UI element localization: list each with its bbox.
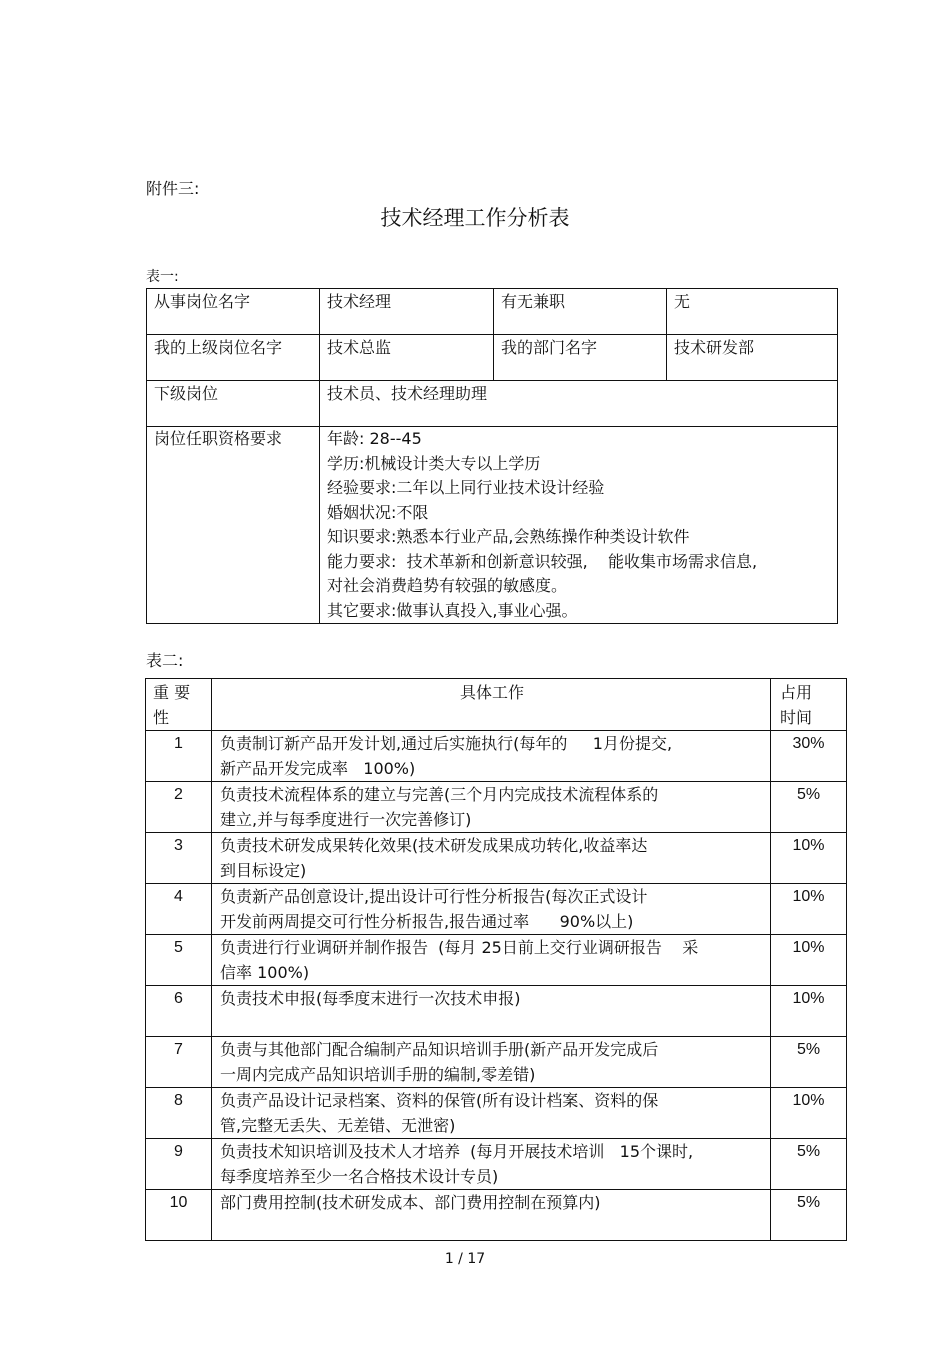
duty-description: 负责新产品创意设计,提出设计可行性分析报告(每次正式设计 开发前两周提交可行性分析报告,报告通过率 90%以上)	[212, 884, 771, 935]
duty-number: 9	[146, 1139, 212, 1190]
duty-description: 负责技术流程体系的建立与完善(三个月内完成技术流程体系的 建立,并与每季度进行一次完善修订)	[212, 782, 771, 833]
table-row	[146, 884, 847, 935]
table-cell: 无	[667, 289, 838, 335]
table-cell: 下级岗位	[147, 381, 320, 427]
table-cell: 技术总监	[320, 335, 494, 381]
duty-number: 8	[146, 1088, 212, 1139]
table2-caption: 表二:	[146, 651, 184, 670]
duty-time-share: 10%	[771, 1088, 847, 1139]
requirement-line: 经验要求:二年以上同行业技术设计经验	[327, 478, 605, 497]
header-work: 具体工作	[212, 679, 771, 731]
duty-time-share: 5%	[771, 782, 847, 833]
duty-time-share: 5%	[771, 1037, 847, 1088]
table-row	[146, 1037, 847, 1088]
duty-description: 负责技术申报(每季度末进行一次技术申报)	[212, 986, 771, 1037]
requirement-line: 对社会消费趋势有较强的敏感度。	[327, 576, 568, 595]
table-row	[146, 782, 847, 833]
requirement-line: 能力要求: 技术革新和创新意识较强, 能收集市场需求信息,	[327, 551, 758, 571]
duty-time-share: 5%	[771, 1190, 847, 1241]
duty-number: 3	[146, 833, 212, 884]
table-row	[146, 1088, 847, 1139]
duty-time-share: 10%	[771, 884, 847, 935]
requirement-line: 年龄: 28--45	[327, 429, 422, 448]
duty-number: 4	[146, 884, 212, 935]
duty-time-share: 5%	[771, 1139, 847, 1190]
header-importance: 重 要 性	[146, 679, 212, 731]
duties-table	[145, 678, 847, 1241]
duty-time-share: 30%	[771, 731, 847, 782]
header-time: 占用 时间	[771, 679, 847, 731]
table-cell: 岗位任职资格要求	[147, 427, 320, 624]
table-cell: 技术研发部	[667, 335, 838, 381]
table-row	[146, 986, 847, 1037]
table-row	[147, 289, 838, 335]
table-row	[146, 1139, 847, 1190]
table-cell: 我的部门名字	[494, 335, 667, 381]
table-row	[147, 381, 838, 427]
table-cell: 从事岗位名字	[147, 289, 320, 335]
table-row	[147, 427, 838, 624]
duty-number: 2	[146, 782, 212, 833]
duty-description: 负责产品设计记录档案、资料的保管(所有设计档案、资料的保 管,完整无丢失、无差错、无泄密)	[212, 1088, 771, 1139]
duty-description: 负责进行行业调研并制作报告 (每月 25日前上交行业调研报告 采 信率 100%)	[212, 935, 771, 986]
table-row	[147, 335, 838, 381]
duty-time-share: 10%	[771, 935, 847, 986]
requirement-line: 学历:机械设计类大专以上学历	[327, 453, 541, 473]
page-number: 1 / 17	[444, 1251, 486, 1267]
table-cell: 有无兼职	[494, 289, 667, 335]
page-title: 技术经理工作分析表	[380, 206, 570, 230]
duty-time-share: 10%	[771, 986, 847, 1037]
duty-description: 负责技术知识培训及技术人才培养 (每月开展技术培训 15个课时, 每季度培养至少一名合格技术设计专员)	[212, 1139, 771, 1190]
requirement-line: 知识要求:熟悉本行业产品,会熟练操作种类设计软件	[327, 527, 690, 546]
table1-caption: 表一:	[146, 269, 179, 285]
duty-description: 负责与其他部门配合编制产品知识培训手册(新产品开发完成后 一周内完成产品知识培训手册的编制,零差错)	[212, 1037, 771, 1088]
job-info-table	[146, 288, 838, 624]
requirement-line: 婚姻状况:不限	[327, 502, 429, 522]
table-row	[146, 833, 847, 884]
duty-number: 7	[146, 1037, 212, 1088]
duty-number: 5	[146, 935, 212, 986]
duty-description: 负责制订新产品开发计划,通过后实施执行(每年的 1月份提交, 新产品开发完成率 100%)	[212, 731, 771, 782]
duty-description: 部门费用控制(技术研发成本、部门费用控制在预算内)	[212, 1190, 771, 1241]
table-cell: 技术员、技术经理助理	[320, 381, 838, 427]
table-cell: 技术经理	[320, 289, 494, 335]
requirements-cell	[320, 427, 838, 624]
duty-description: 负责技术研发成果转化效果(技术研发成果成功转化,收益率达 到目标设定)	[212, 833, 771, 884]
table-row	[146, 935, 847, 986]
table-header-row	[146, 679, 847, 731]
duty-number: 10	[146, 1190, 212, 1241]
duty-number: 1	[146, 731, 212, 782]
requirement-line: 其它要求:做事认真投入,事业心强。	[327, 600, 578, 620]
table-cell: 我的上级岗位名字	[147, 335, 320, 381]
table-row	[146, 1190, 847, 1241]
table-row	[146, 731, 847, 782]
duty-number: 6	[146, 986, 212, 1037]
duty-time-share: 10%	[771, 833, 847, 884]
attachment-label: 附件三:	[146, 179, 200, 198]
